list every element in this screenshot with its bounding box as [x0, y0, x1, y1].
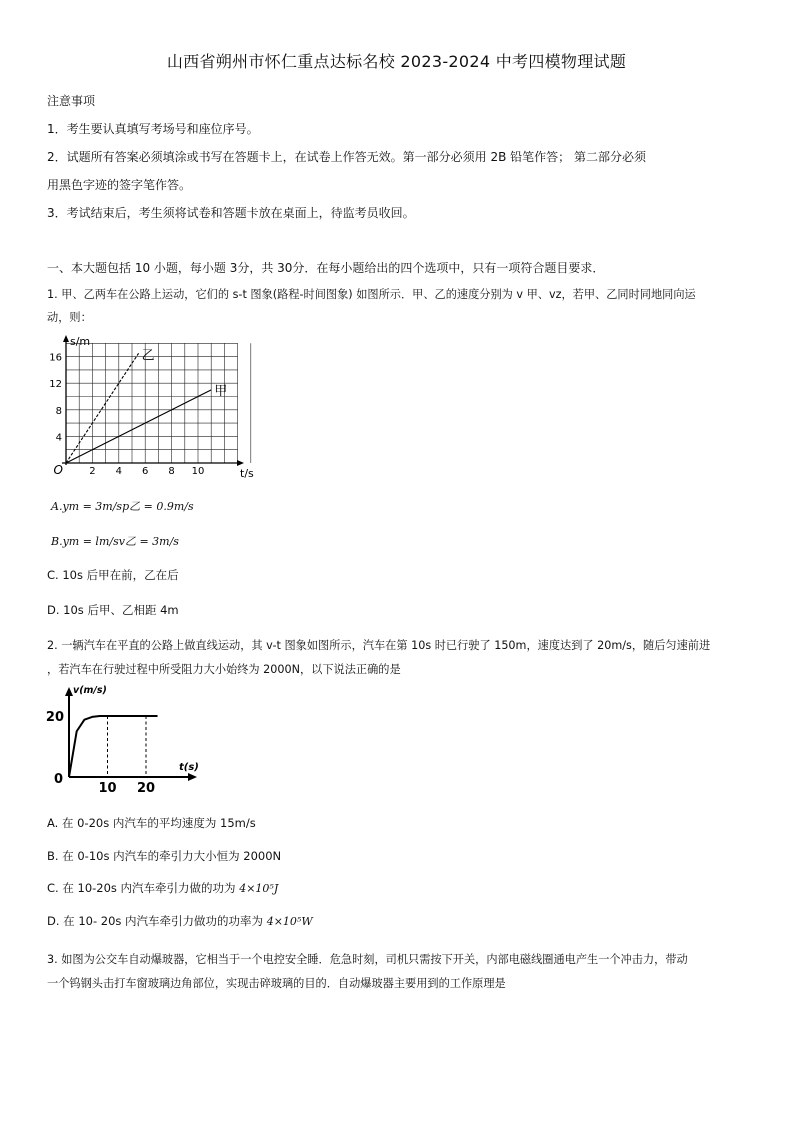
origin-label: O: [53, 463, 63, 477]
x-tick-label: 6: [142, 466, 149, 477]
y-tick-label: 8: [55, 405, 62, 417]
y-tick-label: 16: [49, 352, 62, 364]
q2-option-a: A. 在 0-20s 内汽车的平均速度为 15m/s: [47, 816, 256, 830]
notice-heading: 注意事项: [47, 94, 96, 108]
y-axis-arrow: [65, 687, 73, 696]
y-axis-arrow: [63, 335, 69, 342]
q2-option-c-text: C. 在 10-20s 内汽车牵引力做的功为: [47, 881, 240, 895]
x-axis-label: t/s: [240, 467, 254, 480]
q1-option-c: C. 10s 后甲在前，乙在后: [47, 568, 179, 582]
notice-item-2-cont: 用黑色字迹的签字笔作答。: [47, 178, 192, 192]
x-axis-arrow: [188, 773, 197, 781]
q2-option-c-math: 4×10⁵J: [239, 882, 279, 895]
q2-option-c: [47, 881, 278, 896]
page-title: 山西省朔州市怀仁重点达标名校 2023-2024 中考四模物理试题: [166, 52, 627, 71]
q1-option-b: B.ym = lm/sv乙 = 3m/s: [51, 535, 179, 548]
y-tick-label: 12: [49, 379, 62, 391]
y-tick-label: 20: [45, 710, 64, 725]
q2-option-d: [47, 914, 313, 929]
q2-option-d-math: 4×10⁵W: [266, 915, 313, 928]
x-tick-label: 8: [168, 466, 175, 477]
x-tick-label: 4: [115, 466, 122, 477]
q2-stem-line-1: 2. 一辆汽车在平直的公路上做直线运动，其 v-t 图象如图所示，汽车在第 10s 时已行驶了 150m，速度达到了 20m/s，随后匀速前进: [47, 639, 711, 652]
x-axis-arrow: [237, 460, 244, 466]
q1-option-a: A.ym = 3m/sp乙 = 0.9m/s: [51, 500, 194, 513]
y-axis-label: v(m/s): [73, 685, 107, 696]
q1-st-graph: [40, 330, 270, 478]
q1-stem-line-2: 动，则：: [47, 311, 92, 324]
section-heading: 一、本大题包括 10 小题，每小题 3分，共 30分．在每小题给出的四个选项中，只有一项符合题目要求．: [47, 261, 605, 275]
q2-option-b: B. 在 0-10s 内汽车的牵引力大小恒为 2000N: [47, 849, 282, 863]
velocity-curve: [69, 716, 158, 777]
y-tick-label: 4: [55, 432, 62, 444]
x-axis-label: t(s): [179, 762, 199, 773]
series-line-2: [66, 390, 211, 463]
x-tick-label: 2: [89, 466, 96, 477]
q2-vt-graph: [45, 680, 205, 798]
notice-item-2: 2．试题所有答案必须填涂或书写在答题卡上，在试卷上作答无效。第一部分必须用 2B 铅笔作答； 第二部分必须: [47, 150, 646, 164]
origin-label: 0: [53, 772, 63, 787]
y-axis-label: s/m: [70, 335, 91, 348]
q3-stem-line-1: 3. 如图为公交车自动爆玻器，它相当于一个电控安全睡．危急时刻，司机只需按下开关，内部电磁线圈通电产生一个冲击力，带动: [47, 953, 688, 966]
q2-option-d-text: D. 在 10- 20s 内汽车牵引力做功的功率为: [47, 914, 267, 928]
notice-item-1: 1．考生要认真填写考场号和座位序号。: [47, 122, 259, 136]
notice-item-3: 3．考试结束后，考生须将试卷和答题卡放在桌面上，待监考员收回。: [47, 206, 415, 220]
q3-stem-line-2: 一个钨钢头击打车窗玻璃边角部位，实现击碎玻璃的目的．自动爆玻器主要用到的工作原理是: [47, 977, 506, 990]
q1-option-d: D. 10s 后甲、乙相距 4m: [47, 603, 179, 617]
x-tick-label: 10: [191, 466, 205, 477]
q2-stem-line-2: ，若汽车在行驶过程中所受阻力大小始终为 2000N，以下说法正确的是: [47, 663, 401, 676]
q1-stem-line-1: 1. 甲、乙两车在公路上运动，它们的 s-t 图象(路程-时间图象) 如图所示．甲、乙的速度分别为 v 甲、vz，若甲、乙同时同地同向运: [47, 288, 696, 301]
series-label-2: 甲: [214, 383, 228, 399]
x-tick-label: 10: [98, 781, 117, 796]
x-tick-label: 20: [136, 781, 156, 796]
series-label-1: 乙: [141, 348, 155, 364]
